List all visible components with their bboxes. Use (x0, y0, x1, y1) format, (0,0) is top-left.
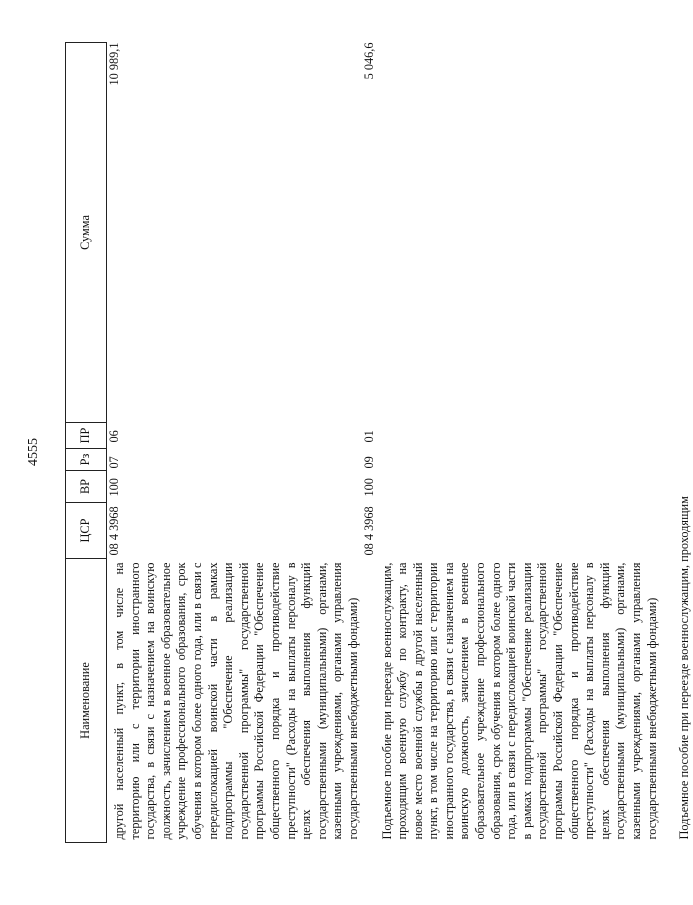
header-pr: ПР (66, 423, 107, 449)
row-name: другой населенный пункт, в том числе на территорию или с территории иностранного государства, в связи с назначением на воинскую должность, зачислением в военное образовательное учреждение профессионального образования, срок обучения в котором более одного года, или в связи с передислокацией воинской части в рамках подпрограммы "Обеспечение реализации государственной программы" государственной программы Российской Федерации "Обеспечение общественного порядка и противодействие преступности" (Расходы на выплаты персоналу в целях обеспечения выполнения функций государственными (муниципальными) органами, казенными учреждениями, органами управления государственными внебюджетными фондами) (112, 562, 360, 840)
row-pr (660, 423, 693, 449)
header-name: Наименование (66, 559, 107, 843)
page-number: 4555 (26, 438, 41, 466)
table-row (362, 43, 661, 843)
row-sum: 10 989,1 (107, 42, 121, 86)
header-csr: ЦСР (66, 503, 107, 559)
budget-table (65, 42, 693, 843)
row-pr: 06 (107, 430, 121, 443)
row-pr: 01 (361, 430, 376, 443)
row-name: Подъемное пособие при переезде военнослужащим, проходящим (677, 496, 692, 840)
row-rz (660, 449, 693, 471)
table-row (660, 43, 693, 843)
rotated-page-content (65, 42, 692, 843)
row-rz: 09 (361, 456, 376, 469)
row-vr: 100 (361, 478, 376, 497)
row-csr: 08 4 3968 (107, 506, 121, 556)
header-vr: ВР (66, 471, 107, 503)
row-name: Подъемное пособие при переезде военнослужащим, проходящим военную службу по контракту, на новое место военной службы в другой населенный пункт, в том числе на территорию или с территории иностранного государства, в связи с назначением на воинскую должность, зачислением в военное образовательное учреждение профессионального образования, срок обучения в котором более одного года, или в связи с передислокацией воинской части в рамках подпрограммы "Обеспечение реализации государственной программы" государственной программы Российской Федерации "Обеспечение общественного порядка и противодействие преступности" (Расходы на выплаты персоналу в целях обеспечения выполнения функций государственными (муниципальными) органами, казенными учреждениями, органами управления государственными внебюджетными фондами) (379, 562, 659, 840)
row-rz: 07 (107, 456, 121, 469)
table-row (107, 43, 362, 843)
row-csr: 08 4 3968 (361, 506, 376, 556)
header-rz: Рз (66, 449, 107, 471)
row-vr: 100 (107, 478, 121, 497)
row-sum (660, 43, 693, 423)
row-sum: 5 046,6 (361, 42, 376, 80)
header-sum: Сумма (66, 43, 107, 423)
table-header-row (66, 43, 107, 843)
